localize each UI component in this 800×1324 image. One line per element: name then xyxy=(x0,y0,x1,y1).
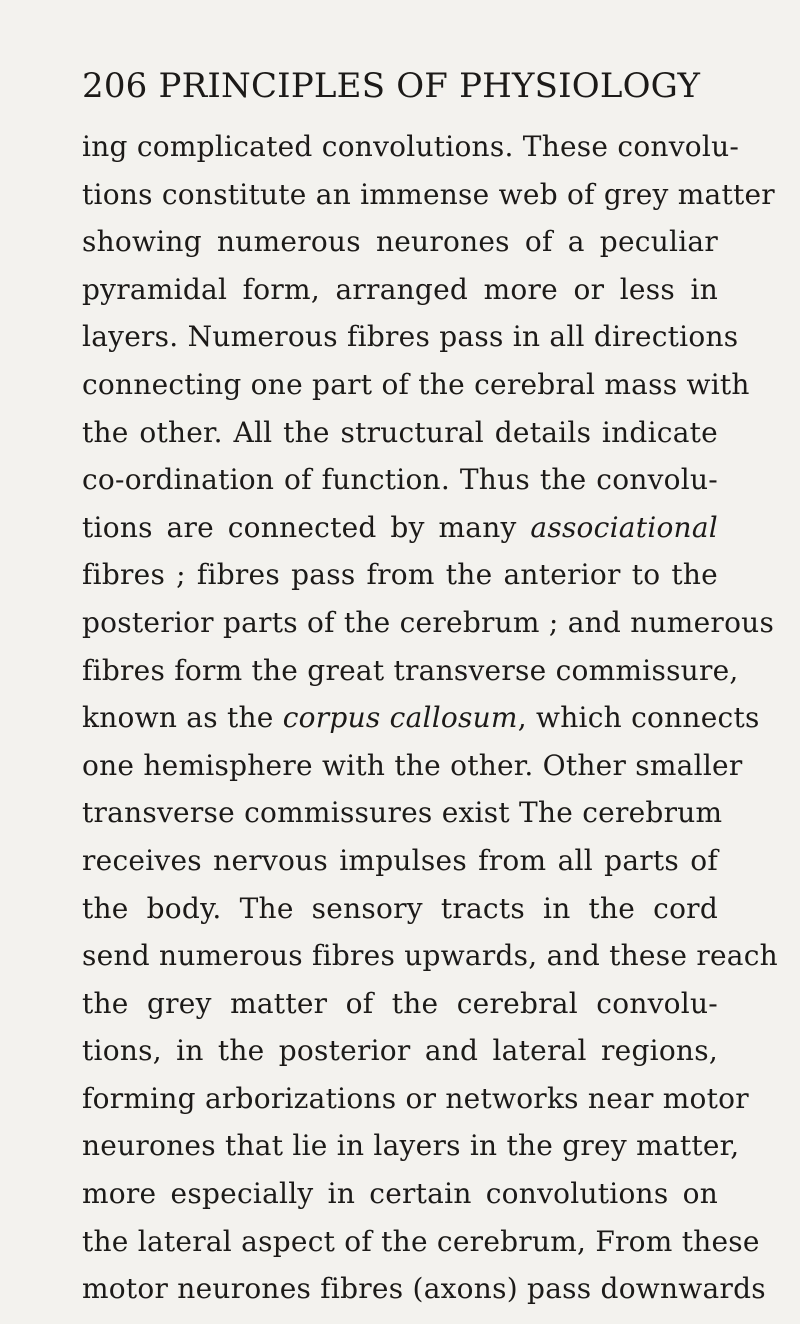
text-run: , which connects xyxy=(517,701,760,735)
body-text xyxy=(82,123,778,1313)
page-number: 206 xyxy=(82,66,148,106)
text-line: showing numerous neurones of a peculiar xyxy=(82,225,718,259)
text-line: layers. Numerous fibres pass in all directions xyxy=(82,320,739,354)
text-line: ing complicated convolutions. These convolu- xyxy=(82,130,740,163)
text-line: receives nervous impulses from all parts of xyxy=(82,843,718,877)
italic-term: associational xyxy=(530,510,718,544)
text-line: the body. The sensory tracts in the cord xyxy=(82,891,718,925)
text-line: connecting one part of the cerebral mass with xyxy=(82,367,750,401)
text-line: posterior parts of the cerebrum ; and numerous xyxy=(82,605,775,639)
text-run: known as the xyxy=(82,701,283,735)
text-line xyxy=(82,694,760,742)
text-line: fibres ; fibres pass from the anterior to the xyxy=(82,558,718,592)
text-line xyxy=(82,504,718,552)
text-line: forming arborizations or networks near motor xyxy=(82,1081,749,1115)
running-head xyxy=(82,62,722,110)
italic-term: corpus callosum xyxy=(282,701,518,735)
text-line: fibres form the great transverse commissure, xyxy=(82,653,739,687)
text-line: tions, in the posterior and lateral regions, xyxy=(82,1034,718,1068)
text-run: tions are connected by many xyxy=(82,510,531,544)
text-line: co-ordination of function. Thus the convolu- xyxy=(82,463,718,497)
text-line: send numerous fibres upwards, and these reach xyxy=(82,939,778,973)
text-line: the other. All the structural details indicate xyxy=(82,415,718,449)
text-line: neurones that lie in layers in the grey matter, xyxy=(82,1129,740,1163)
text-line: one hemisphere with the other. Other smaller xyxy=(82,748,743,782)
text-line: transverse commissures exist The cerebrum xyxy=(82,796,723,830)
text-line: tions constitute an immense web of grey matter xyxy=(82,177,775,211)
text-line: pyramidal form, arranged more or less in xyxy=(82,272,718,306)
text-line: the lateral aspect of the cerebrum, From these xyxy=(82,1224,760,1258)
text-line: the grey matter of the cerebral convolu- xyxy=(82,986,718,1020)
running-title: PRINCIPLES OF PHYSIOLOGY xyxy=(158,66,701,106)
text-line: more especially in certain convolutions on xyxy=(82,1177,718,1211)
text-line: motor neurones fibres (axons) pass downwards xyxy=(82,1272,766,1306)
